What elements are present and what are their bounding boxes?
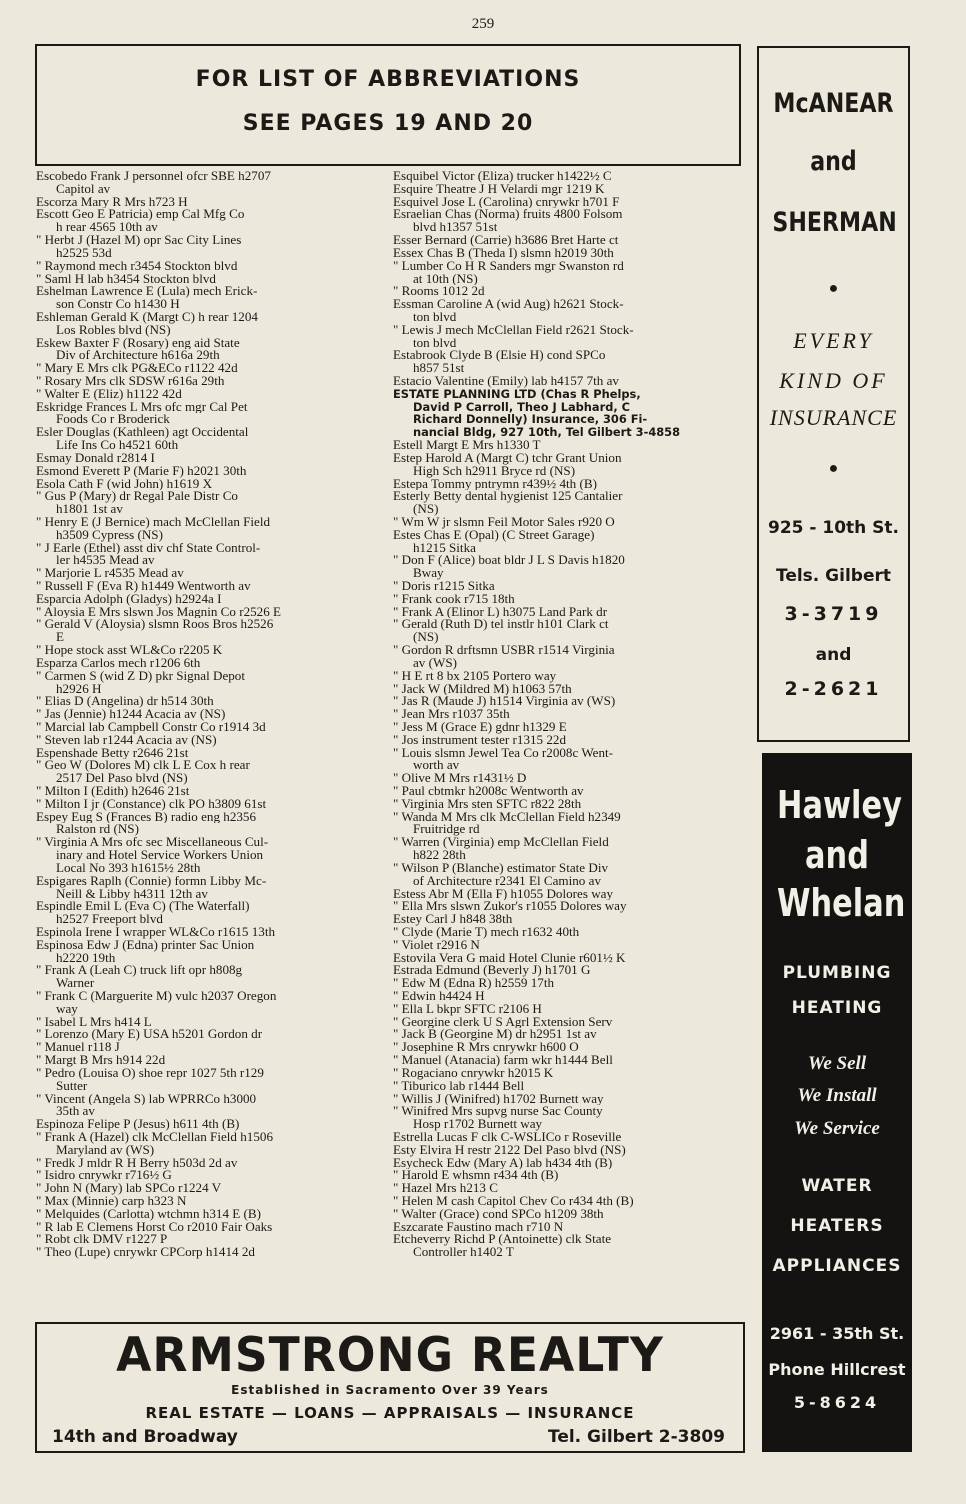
directory-entry-line: h2220 19th [56,951,116,965]
directory-entry-line: " Frank A (Elinor L) h3075 Land Park dr [393,605,608,619]
directory-entry-line: ton blvd [413,310,457,324]
bullet-icon: ● [828,460,839,477]
directory-entry-line: Escobedo Frank J personnel ofcr SBE h2707 [36,170,271,183]
directory-entry-line: " Gerald V (Aloysia) slsmn Roos Bros h2526 [36,618,274,632]
directory-entry-line: Esmay Donald r2814 I [36,451,155,465]
ad-address: 2961 - 35th St. [769,1324,905,1343]
directory-entry-line: " Louis slsmn Jewel Tea Co r2008c Went- [393,746,613,760]
abbreviations-notice-line2: SEE PAGES 19 AND 20 [242,111,534,136]
directory-entry-line: Estrada Edmund (Beverly J) h1701 G [393,964,591,978]
directory-entry-line: " Vincent (Angela S) lab WPRRCo h3000 [36,1092,257,1106]
directory-entry-line: " Violet r2916 N [393,938,480,952]
directory-entry-line: " Geo W (Dolores M) clk L E Cox h rear [36,759,250,773]
directory-entry-line: " Frank A (Leah C) truck lift opr h808g [36,964,243,978]
directory-entry-line: Esquivel Jose L (Carolina) cnrywkr h701 F [393,195,620,209]
directory-entry-line: Div of Architecture h616a 29th [56,349,220,363]
ad-phone-label: Phone Hillcrest [768,1360,906,1379]
directory-entry-line: " Walter E (Eliz) h1122 42d [36,387,182,401]
directory-entry-line: " Warren (Virginia) emp McClellan Field [393,836,609,850]
ad-address: 14th and Broadway [52,1427,238,1447]
directory-entry-line: " Edwin h4424 H [393,990,485,1003]
directory-entry-line: Los Robles blvd (NS) [56,323,171,337]
directory-entry-line: " J Earle (Ethel) asst div chf State Control- [36,541,261,555]
ad-phone-and: and [815,645,852,665]
directory-entry-line: Ralston rd (NS) [56,823,139,837]
directory-entry-line: (NS) [413,503,439,516]
directory-entry-line: Esquibel Victor (Eliza) trucker h1422½ C [393,170,612,183]
directory-entry-line: Warner [56,977,95,990]
directory-entry-line: " Steven lab r1244 Acacia av (NS) [36,733,217,747]
directory-entry-line: blvd h1357 51st [413,221,498,235]
directory-entry-line: Eskridge Frances L Mrs ofc mgr Cal Pet [36,400,248,414]
directory-entry-line: " Wilson P (Blanche) estimator State Div [393,861,609,875]
directory-entry-line: " Hope stock asst WL&Co r2205 K [36,644,223,657]
directory-entry-line: " Ella L bkpr SFTC r2106 H [393,1002,542,1016]
directory-entry-line: " Jack B (Georgine M) dr h2951 1st av [393,1028,597,1042]
directory-entry-line: " Frank cook r715 18th [393,592,515,606]
directory-entry-line: Espey Eug S (Frances B) radio eng h2356 [36,810,257,824]
ad-name-line3: Whelan [777,881,906,925]
directory-entry-line: " Russell F (Eva R) h1449 Wentworth av [36,580,251,593]
directory-entry-line: Esola Cath F (wid John) h1619 X [36,477,213,491]
directory-entry-line: " Rooms 1012 2d [393,285,485,299]
ad-name-line1: McANEAR [773,88,894,119]
directory-entry-line: Fruitridge rd [413,823,480,837]
directory-entry-line: 35th av [56,1105,95,1119]
directory-entry-line: Esmond Everett P (Marie F) h2021 30th [36,464,247,478]
directory-entry-line: Richard Donnelly) Insurance, 306 Fi- [413,413,648,427]
directory-entry-line: " Carmen S (wid Z D) pkr Signal Depot [36,669,245,683]
directory-entry-line: " Herbt J (Hazel M) opr Sac City Lines [36,234,242,247]
directory-entry-line: Esparza Carlos mech r1206 6th [36,656,201,670]
directory-entry-line: of Architecture r2341 El Camino av [413,874,601,888]
directory-entry-line: Life Ins Co h4521 60th [56,439,179,452]
ad-name: ARMSTRONG REALTY [116,1328,664,1383]
directory-entry-line: " Edw M (Edna R) h2559 17th [393,977,554,990]
directory-entry-line: Eskew Baxter F (Rosary) eng aid State [36,336,240,350]
abbreviations-notice [35,44,741,166]
directory-entry-line: " Doris r1215 Sitka [393,580,495,593]
directory-entry-line: Esraelian Chas (Norma) fruits 4800 Folsom [393,208,623,222]
ad-name-line2: and [805,833,869,877]
directory-entry-line: " Josephine R Mrs cnrywkr h600 O [393,1041,579,1055]
directory-entry-line: " Jas (Jennie) h1244 Acacia av (NS) [36,708,226,721]
directory-entry-line: " Marjorie L r4535 Mead av [36,567,184,580]
directory-entry-line: Eszcarate Faustino mach r710 N [393,1220,564,1234]
directory-column-left [36,170,384,1259]
directory-entry-line: Estes Chas E (Opal) (C Street Garage) [393,528,595,542]
directory-entry-line: " Gordon R drftsmn USBR r1514 Virginia [393,644,615,657]
directory-entry-line: Esler Douglas (Kathleen) agt Occidental [36,426,249,440]
directory-entry-line: h3509 Cypress (NS) [56,528,163,542]
hawley-whelan-ad [762,753,912,1452]
directory-entry-line: " Paul cbtmkr h2008c Wentworth av [393,785,584,798]
directory-entry-line: Essman Caroline A (wid Aug) h2621 Stock- [393,298,624,311]
directory-entry-line: h rear 4565 10th av [56,221,158,235]
directory-entry-line: Escorza Mary R Mrs h723 H [36,195,188,209]
directory-entry-line: Espenshade Betty r2646 21st [36,746,189,760]
directory-entry-line: h1801 1st av [56,503,123,516]
ad-product-2: HEATERS [790,1216,884,1236]
directory-entry-line: " H E rt 8 bx 2105 Portero way [393,669,557,683]
directory-entry-line: av (WS) [413,656,457,670]
directory-entry-line: Estey Carl J h848 38th [393,913,513,926]
directory-entry-line: Essex Chas B (Theda I) slsmn h2019 30th [393,246,614,260]
directory-entry-line: " Jack W (Mildred M) h1063 57th [393,682,572,696]
directory-entry-line: (NS) [413,631,439,645]
directory-entry-line: Esquire Theatre J H Velardi mgr 1219 K [393,182,605,196]
directory-entry-line: Bway [413,567,444,580]
directory-entry-line: " Margt B Mrs h914 22d [36,1054,166,1067]
directory-entry-line: h1215 Sitka [413,541,476,555]
directory-entry-line: Espigares Raplh (Connie) formn Libby Mc- [36,874,267,888]
directory-entry-line: Espindle Emil L (Eva C) (The Waterfall) [36,900,250,914]
directory-entry-line: " John N (Mary) lab SPCo r1224 V [36,1182,222,1195]
ad-established: Established in Sacramento Over 39 Years [231,1383,549,1397]
directory-entry-line: " Ella Mrs slswn Zukor's r1055 Dolores way [393,900,627,914]
directory-entry-line: " Lorenzo (Mary E) USA h5201 Gordon dr [36,1028,263,1042]
directory-entry-line: Estep Harold A (Margt C) tchr Grant Union [393,451,622,465]
directory-entry-line: E [56,631,64,645]
directory-entry-line: Estabrook Clyde B (Elsie H) cond SPCo [393,349,606,363]
directory-entry-line: Espinola Irene I wrapper WL&Co r1615 13th [36,925,276,939]
ad-name-line2: and [810,146,857,177]
directory-entry-line: " Pedro (Louisa O) shoe repr 1027 5th r129 [36,1066,264,1080]
directory-entry-line: " Walter (Grace) cond SPCo h1209 38th [393,1207,604,1221]
directory-entry-line: " Raymond mech r3454 Stockton blvd [36,259,238,273]
directory-entry-line: Esty Elvira H restr 2122 Del Paso blvd (NS) [393,1143,626,1157]
ad-phone-1: 3-3719 [784,603,883,625]
directory-entry-line: Esterly Betty dental hygienist 125 Cantalier [393,490,623,504]
directory-entry-line: " Helen M cash Capitol Chev Co r434 4th (B) [393,1195,634,1208]
mcanear-sherman-ad [757,46,910,742]
directory-entry-line: David P Carroll, Theo J Labhard, C [413,400,631,414]
directory-entry-line: " R lab E Clemens Horst Co r2010 Fair Oaks [36,1220,273,1234]
ad-tagline-2: KIND OF [779,368,888,393]
directory-entry-line: ESTATE PLANNING LTD (Chas R Phelps, [393,387,641,401]
ad-tels-label: Tels. Gilbert [775,566,891,586]
directory-entry-line: " Manuel (Atanacia) farm wkr h1444 Bell [393,1054,613,1067]
directory-entry-line: " Marcial lab Campbell Constr Co r1914 3d [36,720,266,734]
directory-entry-line: " Jos instrument tester r1315 22d [393,733,566,747]
ad-name-line3: SHERMAN [772,207,897,238]
directory-entry-line: Estepa Tommy pntrymn r439½ 4th (B) [393,477,597,491]
directory-entry-line: " Gus P (Mary) dr Regal Pale Distr Co [36,490,238,504]
directory-entry-line: " Wm W jr slsmn Feil Motor Sales r920 O [393,515,615,529]
directory-entry-line: High Sch h2911 Bryce rd (NS) [413,464,576,478]
directory-entry-line: Hosp r1702 Burnett way [413,1118,543,1131]
directory-entry-line: " Milton I jr (Constance) clk PO h3809 61st [36,797,267,811]
directory-entry-line: " Hazel Mrs h213 C [393,1182,498,1195]
ad-slogan-3: We Service [794,1118,880,1139]
directory-entry-line: " Saml H lab h3454 Stockton blvd [36,272,216,286]
directory-entry-line: " Don F (Alice) boat bldr J L S Davis h1820 [393,554,625,568]
directory-entry-line: " Mary E Mrs clk PG&ECo r1122 42d [36,362,238,375]
directory-entry-line: " Virginia A Mrs ofc sec Miscellaneous Cul- [36,836,269,850]
directory-entry-line: Maryland av (WS) [56,1143,155,1157]
directory-entry-line: way [56,1002,78,1016]
directory-entry-line: " Rosary Mrs clk SDSW r616a 29th [36,375,225,388]
ad-tagline-3: INSURANCE [769,405,898,430]
directory-entry-line: " Harold E whsmn r434 4th (B) [393,1169,559,1183]
directory-entry-line: " Aloysia E Mrs slswn Jos Magnin Co r2526 E [36,605,282,619]
directory-entry-line: ler h4535 Mead av [56,554,155,568]
directory-entry-line: " Jas R (Maude J) h1514 Virginia av (WS) [393,695,616,709]
directory-entry-line: " Lumber Co H R Sanders mgr Swanston rd [393,259,624,273]
directory-entry-line: Controller h1402 T [413,1246,514,1260]
directory-entry-line: Neill & Libby h4311 12th av [56,887,208,901]
directory-entry-line: " Olive M Mrs r1431½ D [393,772,527,785]
directory-entry-line: worth av [413,759,460,773]
ad-slogan-1: We Sell [807,1053,867,1074]
ad-phone: 5-8624 [793,1393,881,1412]
directory-entry-line: " Willis J (Winifred) h1702 Burnett way [393,1092,604,1106]
directory-column-right [393,170,750,1259]
directory-entry-line: Estovila Vera G maid Hotel Clunie r601½ K [393,951,626,965]
directory-entry-line: Estell Margt E Mrs h1330 T [393,439,541,452]
directory-entry-line: " Lewis J mech McClellan Field r2621 Stock- [393,323,634,337]
directory-entry-line: " Fredk J mldr R H Berry h503d 2d av [36,1156,238,1170]
directory-entry-line: nancial Bldg, 927 10th, Tel Gilbert 3-4858 [413,426,681,440]
directory-entry-line: Etcheverry Richd P (Antoinette) clk State [393,1233,612,1247]
directory-entry-line: Estess Abr M (Ella F) h1055 Dolores way [393,887,614,901]
directory-entry-line: h857 51st [413,362,465,375]
directory-entry-line: " Manuel r118 J [36,1041,120,1055]
directory-entry-line: " Wanda M Mrs clk McClellan Field h2349 [393,810,621,824]
ad-service-2: HEATING [791,998,883,1018]
directory-entry-line: Sutter [56,1079,88,1093]
directory-entry-line: " Max (Minnie) carp h323 N [36,1195,187,1208]
directory-entry-line: " Clyde (Marie T) mech r1632 40th [393,925,580,939]
ad-address: 925 - 10th St. [767,518,899,538]
directory-entry-line: " Virginia Mrs sten SFTC r822 28th [393,797,582,811]
directory-entry-line: " Robt clk DMV r1227 P [36,1233,168,1247]
directory-entry-line: " Gerald (Ruth D) tel instlr h101 Clark ct [393,618,609,632]
directory-entry-line: Esparcia Adolph (Gladys) h2924a I [36,592,222,606]
directory-entry-line: " Milton I (Edith) h2646 21st [36,785,190,798]
directory-entry-line: Local No 393 h1615½ 28th [56,861,201,875]
directory-entry-line: " Frank A (Hazel) clk McClellan Field h1506 [36,1130,273,1144]
directory-entry-line: 2517 Del Paso blvd (NS) [56,772,188,785]
ad-name-line1: Hawley [777,783,902,827]
directory-entry-line: Espinosa Edw J (Edna) printer Sac Union [36,938,255,952]
directory-entry-line: Estacio Valentine (Emily) lab h4157 7th av [393,375,619,388]
directory-entry-line: h2525 53d [56,246,112,260]
bullet-icon: ● [828,280,839,297]
directory-entry-line: h2926 H [56,682,102,696]
armstrong-realty-ad [35,1322,745,1453]
directory-entry-line: h2527 Freeport blvd [56,913,163,926]
directory-entry-line: Escott Geo E Patricia) emp Cal Mfg Co [36,208,245,222]
directory-entry-line: " Isabel L Mrs h414 L [36,1015,152,1029]
directory-entry-line: Espinoza Felipe P (Jesus) h611 4th (B) [36,1118,240,1131]
directory-entry-line: " Henry E (J Bernice) mach McClellan Field [36,515,271,529]
directory-entry-line: " Winifred Mrs supvg nurse Sac County [393,1105,603,1119]
directory-entry-line: h822 28th [413,849,466,862]
directory-entry-line: " Georgine clerk U S Agrl Extension Serv [393,1015,613,1029]
abbreviations-notice-line1: FOR LIST OF ABBREVIATIONS [195,67,581,92]
directory-entry-line: Eshelman Lawrence E (Lula) mech Erick- [36,285,258,299]
directory-entry-line: " Melquides (Carlotta) wtchmn h314 E (B) [36,1207,261,1221]
ad-product-3: APPLIANCES [772,1256,902,1276]
directory-entry-line: ton blvd [413,336,457,350]
ad-phone: Tel. Gilbert 2-3809 [547,1427,725,1447]
ad-product-1: WATER [801,1176,873,1196]
directory-entry-line: " Rogaciano cnrywkr h2015 K [393,1066,554,1080]
directory-entry-line: Estrella Lucas F clk C-WSLICo r Roseville [393,1130,622,1144]
directory-entry-line: son Constr Co h1430 H [56,298,180,311]
ad-service-1: PLUMBING [782,963,892,983]
page-number: 259 [471,16,495,32]
directory-entry-line: Capitol av [56,182,111,196]
directory-entry-line: " Jess M (Grace E) gdnr h1329 E [393,720,567,734]
ad-services: REAL ESTATE — LOANS — APPRAISALS — INSURANCE [145,1404,635,1422]
directory-entry-line: " Frank C (Marguerite M) vulc h2037 Oregon [36,990,277,1003]
directory-entry-line: " Tiburico lab r1444 Bell [393,1079,525,1093]
directory-entry-line: Foods Co r Broderick [56,413,170,427]
ad-slogan-2: We Install [797,1085,877,1106]
directory-entry-line: inary and Hotel Service Workers Union [56,849,264,862]
directory-entry-line: " Elias D (Angelina) dr h514 30th [36,695,214,709]
directory-entry-line: Esser Bernard (Carrie) h3686 Bret Harte ct [393,234,619,247]
ad-tagline-1: EVERY [793,328,874,353]
directory-entry-line: Eshleman Gerald K (Margt C) h rear 1204 [36,310,258,324]
directory-entry-line: " Theo (Lupe) cnrywkr CPCorp h1414 2d [36,1246,255,1260]
directory-entry-line: " Jean Mrs r1037 35th [393,708,510,721]
directory-entry-line: " Isidro cnrywkr r716½ G [36,1169,172,1183]
directory-entry-line: Esycheck Edw (Mary A) lab h434 4th (B) [393,1156,613,1170]
directory-entry-line: at 10th (NS) [413,272,478,286]
ad-phone-2: 2-2621 [784,678,883,700]
